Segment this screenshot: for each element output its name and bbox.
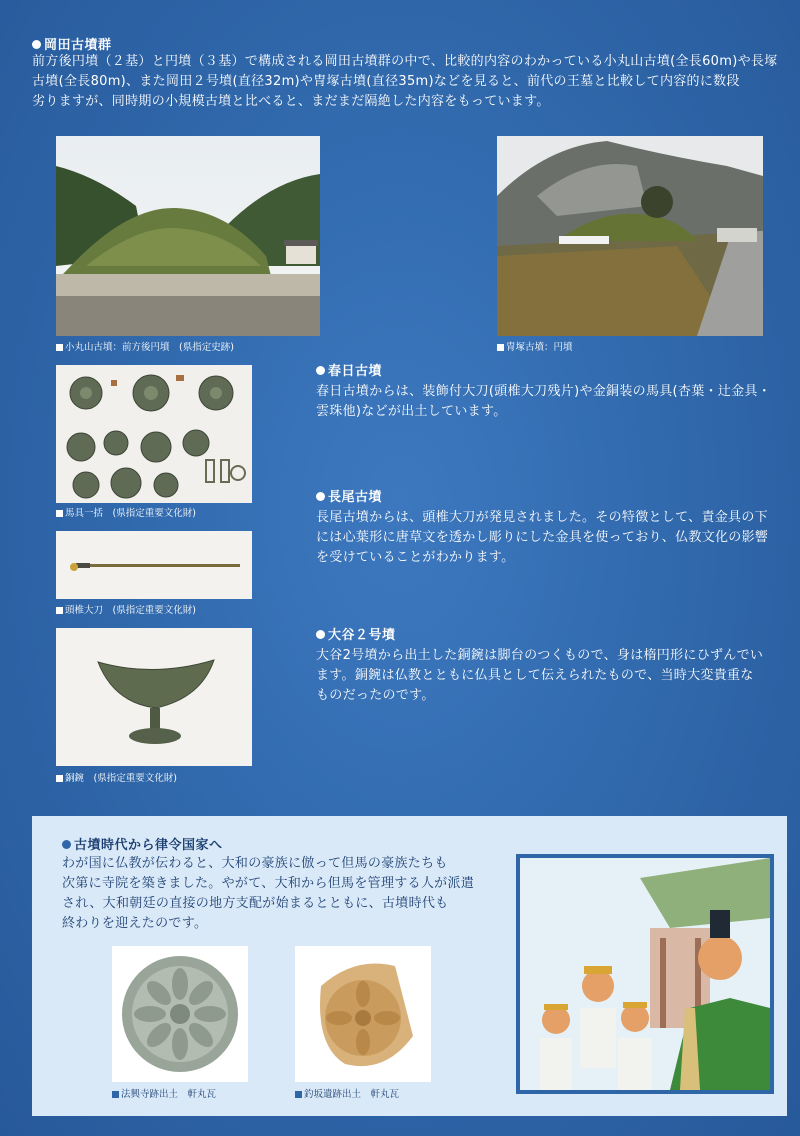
komaruyama-caption: 小丸山古墳：前方後円墳 (県指定史跡) <box>56 339 234 353</box>
otani-line: ものだったのです。 <box>316 688 435 703</box>
ritsuryo-text <box>62 854 474 934</box>
bullet-icon <box>316 630 325 639</box>
bullet-icon <box>316 492 325 501</box>
otani-line: 大谷2号墳から出土した銅鋺は脚台のつくもので、身は楕円形にひずんでい <box>316 648 764 663</box>
sword-caption: 頭椎大刀 (県指定重要文化財) <box>56 602 196 616</box>
bronze-bowl-photo <box>56 628 252 766</box>
tile2-caption: 釣坂遺跡出土 軒丸瓦 <box>295 1086 399 1100</box>
tile1-caption: 法興寺跡出土 軒丸瓦 <box>112 1086 216 1100</box>
ritsuryo-line: され、大和朝廷の直接の地方支配が始まるとともに、古墳時代も <box>62 896 449 911</box>
nagao-line: 長尾古墳からは、頭椎大刀が発見されました。その特徴として、責金具の下 <box>316 510 768 525</box>
nagao-text <box>316 508 768 568</box>
nagao-line: を受けていることがわかります。 <box>316 550 515 565</box>
bullet-icon <box>32 40 41 49</box>
ritsuryo-title: 古墳時代から律令国家へ <box>62 834 223 853</box>
tile2-photo <box>295 946 431 1082</box>
ritsuryo-line: 終わりを迎えたのです。 <box>62 916 208 931</box>
ritsuryo-line: わが国に仏教が伝わると、大和の豪族に倣って但馬の豪族たちも <box>62 856 448 871</box>
bullet-icon <box>316 366 325 375</box>
horse-gear-photo <box>56 365 252 503</box>
komaruyama-photo <box>56 136 320 336</box>
nagao-line: には心葉形に唐草文を透かし彫りにした金具を使っており、仏教文化の影響 <box>316 530 769 545</box>
kabutozuka-photo <box>497 136 763 336</box>
kasuga-line: 雲珠他)などが出土しています。 <box>316 404 507 419</box>
okada-title: 岡田古墳群 <box>32 34 112 53</box>
otani-text <box>316 646 763 706</box>
okada-text <box>32 52 778 112</box>
kasuga-line: 春日古墳からは、装飾付大刀(頭椎大刀残片)や金銅装の馬具(杏葉・辻金具・ <box>316 384 772 399</box>
nagao-title: 長尾古墳 <box>316 486 382 505</box>
horse-gear-caption: 馬具一括 (県指定重要文化財) <box>56 505 196 519</box>
ritsuryo-section <box>32 816 787 1116</box>
sword-photo <box>56 531 252 599</box>
okada-line: 古墳(全長80m)、また岡田２号墳(直径32m)や冑塚古墳(直径35m)などを見ると、前代の王墓と比較して内容的に数段 <box>32 74 740 89</box>
tile1-photo <box>112 946 248 1082</box>
kasuga-title: 春日古墳 <box>316 360 382 379</box>
bronze-bowl-caption: 銅鋺 (県指定重要文化財) <box>56 770 177 784</box>
otani-line: ます。銅鋺は仏教とともに仏具として伝えられたもので、当時大変貴重な <box>316 668 754 683</box>
otani-title: 大谷２号墳 <box>316 624 396 643</box>
bullet-icon <box>62 840 71 849</box>
okada-line: 前方後円墳（２基）と円墳（３基）で構成される岡田古墳群の中で、比較的内容のわかっている小丸山古墳(全長60m)や長塚 <box>32 54 778 69</box>
okada-line: 劣りますが、同時期の小規模古墳と比べると、まだまだ隔絶した内容をもっています。 <box>32 94 550 109</box>
kabutozuka-caption: 冑塚古墳：円墳 <box>497 339 573 353</box>
ritsuryo-line: 次第に寺院を築きました。やがて、大和から但馬を管理する人が派遣 <box>62 876 475 891</box>
kasuga-text <box>316 382 771 422</box>
illustration-figures <box>516 854 774 1094</box>
